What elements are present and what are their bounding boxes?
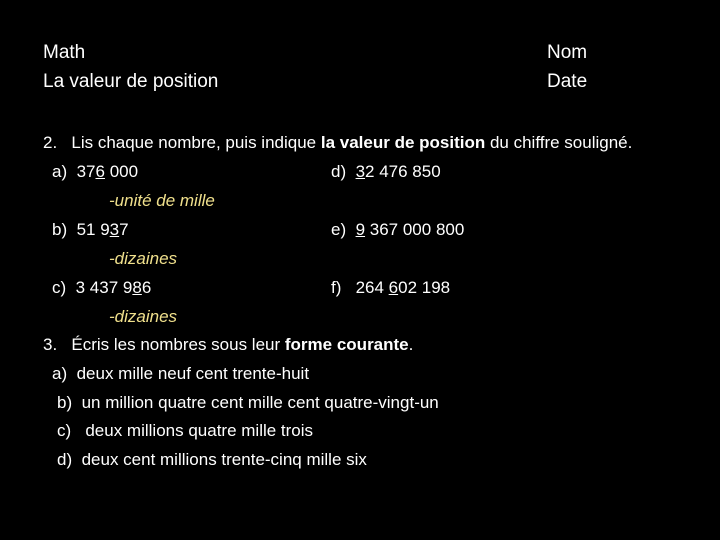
item-letter: d) [57,450,73,469]
question-2-instruction [43,134,632,151]
instruction-text: . [408,335,414,354]
question-number: 2. [43,133,58,152]
item-text: deux millions quatre mille trois [85,421,314,440]
underlined-digit: 3 [355,162,366,181]
number-part: 2 476 850 [365,162,441,181]
q2-item-c [52,279,151,296]
q2-item-f [331,279,450,296]
item-letter: f) [331,278,342,297]
q3-item-a [52,365,309,382]
item-letter: e) [331,220,347,239]
q2-item-a [52,163,138,180]
instruction-emphasis: forme courante [284,335,409,354]
number-part: 6 [141,278,152,297]
number-part: 367 000 800 [365,220,465,239]
underlined-digit: 9 [355,220,366,239]
question-3-instruction [43,336,413,353]
instruction-text: Lis chaque nombre, puis indique [71,133,321,152]
instruction-emphasis: la valeur de position [320,133,486,152]
underlined-digit: 6 [95,162,105,181]
number-part: 37 [76,162,96,181]
name-label: Nom [547,42,588,63]
underlined-digit: 8 [132,278,142,297]
item-letter: d) [331,162,347,181]
number-part: 7 [119,220,129,239]
number-part: 02 198 [398,278,451,297]
item-letter: b) [57,393,73,412]
q2-item-b [52,221,129,238]
item-letter: b) [52,220,68,239]
q3-item-b [57,394,439,411]
item-letter: a) [52,162,68,181]
instruction-text: du chiffre souligné. [485,133,633,152]
underlined-digit: 6 [388,278,399,297]
topic-title: La valeur de position [43,71,219,92]
q2-answer-a: -unité de mille [109,191,215,210]
item-text: deux cent millions trente-cinq mille six [81,450,367,469]
number-part: 264 [355,278,389,297]
q2-answer-c: -dizaines [109,307,178,326]
item-letter: a) [52,364,68,383]
instruction-text: Écris les nombres sous leur [71,335,285,354]
item-letter: c) [52,278,67,297]
item-text: deux mille neuf cent trente-huit [76,364,310,383]
date-label: Date [547,71,588,92]
item-text: un million quatre cent mille cent quatre-vingt-un [81,393,439,412]
q2-item-e [331,221,464,238]
q3-item-d [57,451,367,468]
q2-answer-b: -dizaines [109,249,178,268]
question-number: 3. [43,335,58,354]
item-letter: c) [57,421,72,440]
underlined-digit: 3 [109,220,120,239]
subject-title: Math [43,42,86,63]
number-part: 51 9 [76,220,110,239]
number-part: 3 437 9 [75,278,133,297]
q2-item-d [331,163,441,180]
q3-item-c [57,422,313,439]
number-part: 000 [104,162,139,181]
